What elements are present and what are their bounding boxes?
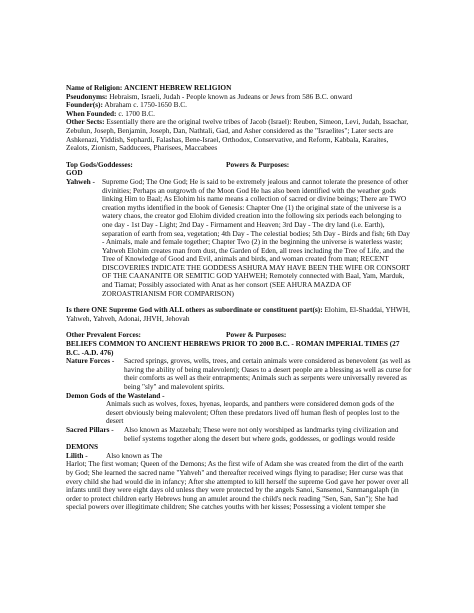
yahweh-entry — [66, 178, 412, 298]
demon-gods-description: Animals such as wolves, foxes, hyenas, leopards, and panthers were considered demon gods of the desert obviously being malevolent; Often these predators lived off human flesh of peoples lost to the desert — [106, 399, 400, 426]
yahweh-description: Supreme God; The One God; He is said to be extremely jealous and cannot tolerate the presence of other divinities; Perhaps an outgrowth of the Moon God He has also been identified with the weather gods linking Him to Baal; As Elohim his name means a collection of sacred or divine beings; There are TWO creation myths identified in the book of Genesis: Chapter One (1) the original state of the universe is a watery chaos, the creator god Elohim divided creation into the following six periods each belonging to one day - 1st Day - Light; 2nd Day - Firmament and Heaven; 3rd Day - The dry land (i.e. Earth), separation of earth from sea, vegetation; 4th Day - The celestial bodies; 5th Day - Birds and fish; 6th Day - Animals, male and female together; Chapter Two (2) in the beginning the universe is waterless waste; Yahweh Elohim creates man from dust, the Garden of Eden, all trees including the Tree of Life, and the Tree of Knowledge of Good and Evil, animals and birds, and woman created from man; RECENT DISCOVERIES INDICATE THE GODDESS ASHURA MAY HAVE BEEN THE WIFE OR CONSORT OF THE CAANANITE OR SEMITIC GOD YAHWEH; Remotely connected with Baal, Yam, Marduk, and Tiamat; Possibly associated with Anat as her consort (SEE AHURA MAZDA OF ZOROASTRIANISM FOR COMPARISON) — [102, 176, 410, 298]
forces-heading: Other Prevalent Forces: — [66, 330, 141, 340]
founders-value: Abraham c. 1750-1650 B.C. — [104, 100, 187, 110]
supreme-question: Is there ONE Supreme God with ALL others as subordinate or constituent part(s): — [66, 305, 323, 315]
forces-powers-heading: Power & Purposes: — [226, 330, 287, 340]
beliefs-heading: BELIEFS COMMON TO ANCIENT HEBREWS PRIOR TO 2000 B.C. - ROMAN IMPERIAL TIMES (27 B.C. -A.D. 476) — [66, 339, 400, 357]
nature-forces-label: Nature Forces - — [66, 356, 115, 366]
gods-heading: Top Gods/Goddesses: — [66, 159, 133, 169]
religion-name: ANCIENT HEBREW RELIGION — [124, 83, 232, 92]
document-body — [66, 84, 412, 512]
nature-forces-description: Sacred springs, groves, wells, trees, and certain animals were considered as benevolent (as well as having the ability of being malevolent); Oases to a desert people are a blessing as well as curse for their comforts as well as their entrapments; Animals such as serpents were universally revered as being "sly" and malevolent spirits. — [124, 356, 412, 391]
lilith-label: Lilith - — [66, 450, 88, 460]
founders-label: Founder(s): — [66, 100, 103, 110]
powers-heading: Powers & Purposes: — [226, 159, 290, 169]
sects-value: Essentially there are the original twelve tribes of Jacob (Israel): Reuben, Simeon, Levi, Judah, Issachar, Zebulun, Joseph, Benjamin, Joseph, Dan, Nathtali, Gad, and Asher considered as the "Israelites"; Later sects are Ashkenazi, Yiddish, Sephardi, Falashas, Bene-Israel, Orthodox, Conservative, and Reform, Kabbala, Karaites, Zealots, Zionism, Sadducees, Pharisees, Maccabees — [66, 117, 409, 153]
pseudonyms-value: Hebraism, Israeli, Judah - People known as Judeans or Jews from 586 B.C. onward — [109, 91, 353, 101]
sacred-pillars-entry — [66, 426, 412, 443]
sacred-pillars-description: Also known as Mazzebah; These were not only worshiped as landmarks tying civilization and belief systems together along the desert but where gods, goddesses, or godlings would reside — [124, 424, 399, 443]
founded-label: When Founded: — [66, 108, 117, 118]
sects-line — [66, 118, 412, 152]
gods-heading-row — [66, 161, 412, 170]
yahweh-label: Yahweh - — [66, 176, 95, 186]
supreme-god-line — [66, 306, 412, 323]
name-label: Name of Religion: — [66, 83, 123, 92]
god-group-heading: GOD — [66, 168, 83, 178]
supreme-answer: Elohim, El-Shaddai, YHWH, Yahweh, Yahveh, Adonai, JHVH, Jehovah — [66, 305, 410, 323]
sects-label: Other Sects: — [66, 117, 105, 127]
demon-gods-label: Demon Gods of the Wasteland - — [66, 390, 165, 400]
sacred-pillars-label: Sacred Pillars - — [66, 424, 114, 434]
lilith-first-line: Also known as The — [106, 450, 163, 460]
demons-heading: DEMONS — [66, 442, 99, 452]
founded-value: c. 1700 B.C. — [118, 108, 155, 118]
pseudonyms-label: Pseudonyms: — [66, 91, 108, 101]
lilith-description: Harlot; The first woman; Queen of the Demons; As the first wife of Adam she was created from the dirt of the earth by God; She learned the sacred name "Yahveh" and thereafter received wings flying to paradise; Her curse was that every child she had would die in infancy; After she attempted to kill herself the supreme God gave her power over all infants until they were eight days old unless they were protected by the angels Sanoi, Sansenoi, Sanmangalaph (in order to protect children early Hebrews hung an amulet around the child's neck reading "Sen, San, San"); She had special powers over illegitimate children; She catches youths with her kisses; Possessing a violent temper she — [66, 459, 409, 512]
nature-forces-entry — [66, 357, 412, 391]
